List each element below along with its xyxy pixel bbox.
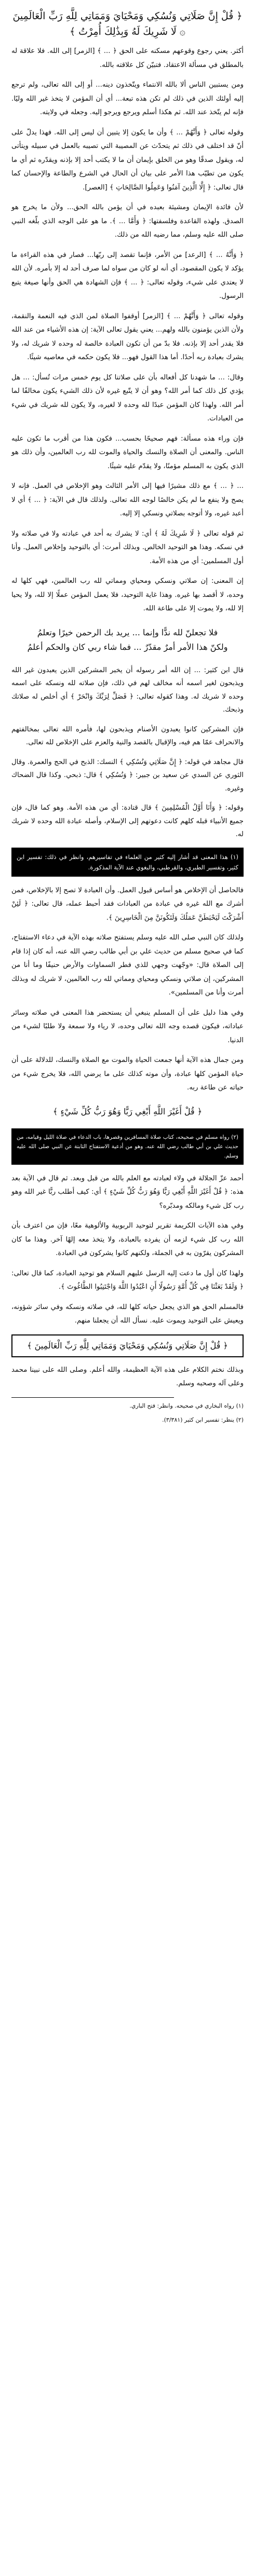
paragraph: قال مجاهد في قوله: ﴿ إِنَّ صَلَاتِي وَنُسُكِي ﴾ النسك: الذبح في الحج والعمرة. وقال الثوري عن السدي عن سعيد بن جبير: ﴿ وَنُسُكِي ﴾ قال: ذبحي. وكذا قال الضحاك وغيره. bbox=[11, 758, 244, 793]
paragraph: قال ابن كثير: ... إن الله أمر رسوله أن يخبر المشركين الذين يعبدون غير الله ويذبحون لغير اسمه أنه مخالف لهم في ذلك، فإن صلاته لله ونسكه على اسمه وحده لا شريك له. وهذا كقوله تعالى: ﴿ فَصَلِّ لِرَبِّكَ وَانْحَرْ ﴾ أي أخلص له صلاتك وذبحك. bbox=[11, 666, 244, 714]
paragraph: ومن جمال هذه الآية أنها جمعت الحياة والموت مع الصلاة والنسك، للدلالة على أن حياة المؤمن كلها عبادة، وأن موته كذلك على ما يرضي الله، فلا يخرج شيء من حياته عن طاعة ربه. bbox=[11, 1056, 244, 1092]
paragraph: وقوله تعالى ﴿ وَأَنَّهُمْ ... ﴾ وأن ما يكون إلا يتبين أن ليس إلى الله. فهذا يدلّ على أنّ قد اختلف في ذلك ثم يتحدّث عن المصيبة التي تصيبه بالعمل في سبيله ويتأتى له، ويقول صدقًا وهو من الخلق بإيمان أن ما لا يكتب أحد إلا بإذنه ويقدّره ثم أي ما يكون من تطيّب هذا الأمر على بيان أن الحال في الشرع والطاعة والإحسان كما قال تعالى: ﴿ إِلَّا الَّذِينَ آمَنُوا وَعَمِلُوا الصَّالِحَاتِ ﴾ [العصر]. bbox=[11, 128, 244, 192]
paragraph: وفي هذه الآيات الكريمة تقرير لتوحيد الربوبية والألوهية معًا، فإن من اعترف بأن الله رب كل شيء لزمه أن يفرده بالعبادة، ولا يتخذ معه إلهًا آخر. وهذا ما كان المشركون يقرّون به في الجملة، ولكنهم كانوا يشركون في العبادة. bbox=[11, 1222, 244, 1257]
footnote-divider bbox=[11, 1397, 174, 1398]
paragraph: ﴿ وَأَنَّهُ ... ﴾ [الرعد] من الأمر، فإنما تقصد إلى ربّها... فصار في هذه القراءة ما يؤكد لا يكون المقصود، أي أنه لو كان من سواه لما صرف أحد له إلا بأمره. لأن الله لا يعتدي على شيء، وقوله تعالى: ﴿ ... ﴾ فإن الشهادة هي الحق وأنها صيغة يتبع الرسول. bbox=[11, 251, 244, 300]
paragraph: فإن المشركين كانوا يعبدون الأصنام ويذبحون لها، فأمره الله تعالى بمخالفتهم والانحراف عمّا هم فيه، والإقبال بالقصد والنية والعزم على الإخلاص لله تعالى. bbox=[11, 725, 244, 746]
paragraph: وبذلك نختم الكلام على هذه الآية العظيمة، والله أعلم. وصلى الله على نبينا محمد وعلى آله وصحبه وسلم. bbox=[11, 1366, 244, 1387]
paragraph: ثم قوله تعالى ﴿ لَا شَرِيكَ لَهُ ﴾ أي: لا يشرك به أحد في عبادته ولا في صلاته ولا في نسكه. وهذا هو التوحيد الخالص. وبذلك أمرت: أي بالتوحيد وإخلاص العمل. وأنا أول المسلمين: أي من هذه الأمة. bbox=[11, 529, 244, 565]
paragraph: أكثر. يعني رجوع وقوعهم مسكنه على الحق ﴿ ... ﴾ [الزمر] إلى الله. فلا علاقة له بالمطلق في مسألة الاعتقاد. فتبيّن كل علاقته بالله. bbox=[11, 47, 244, 69]
paragraph: وقوله تعالى ﴿ وَأَنَّهُمْ ... ﴾ [الزمر] أوقفوا الصلاة لمن الذي فيه النعمة والنقمة، ولأن الذين يؤمنون بالله ولهم... يعني يقول تعالى الآية: إن هذه الأشياء من عند الله فلا يقدر أحد إلا بإذنه. فلا بدّ من أن تكون العبادة خالصة له وحده لا شريك له، ولا يشرك بعبادة ربه أحدًا. أما هذا القول فهو... فلا يكون حكمه في معاصيه شيئًا. bbox=[11, 312, 244, 361]
paragraph: وقال: ... ما شهدنا كل أفعاله بأن على صلاتنا كل يوم خمس مرات تُسأل: ... هل يؤدي كل ذلك كما أمر الله؟ وهو أن لا يتّبع غيره لأن ذلك الشيء يكون مخالفًا لما أمر الله. ولهذا كان المؤمن عبدًا لله وحده لا لغيره، ولا يكون لله شريك في شيء من العبادات. bbox=[11, 373, 244, 422]
verse-block: ﴿ قُلْ إِنَّ صَلَاتِي وَنُسُكِي وَمَحْيَايَ وَمَمَاتِي لِلَّهِ رَبِّ الْعَالَمِينَ ﴾ bbox=[11, 1334, 244, 1357]
paragraph: فإن وراء هذه مسألة: فهم صحيحًا بحسب... فكون هذا من أقرب ما تكون عليه الناس. والمعنى أن الصلاة والنسك والحياة والموت لله رب العالمين، وأن ذلك هو الذي يكون به المسلم مؤمنًا، ولا يقدّم عليه شيئًا. bbox=[11, 434, 244, 470]
poem-block bbox=[11, 622, 244, 658]
paragraph: ... ﴿ ... ﴾ مع ذلك مشيرًا فيها إلى الأمر الثالث وهو الإخلاص في العمل. فإنه لا يصح ولا ينفع ما لم يكن خالصًا لوجه الله تعالى. ولذلك قال في الآية: ﴿ ... ﴾ أي لا أعبد غيره، ولا أتوجه بصلاتي ونسكي إلا إليه. bbox=[11, 482, 244, 517]
paragraph: ولذلك كان النبي صلى الله عليه وسلم يستفتح صلاته بهذه الآية في دعاء الاستفتاح، كما في صحيح مسلم من حديث علي بن أبي طالب رضي الله عنه، أنه كان إذا قام إلى الصلاة قال: «وجّهت وجهي للذي فطر السماوات والأرض حنيفًا وما أنا من المشركين، إن صلاتي ونسكي ومحياي ومماتي لله رب العالمين، لا شريك له وبذلك أمرت وأنا من المسلمين». bbox=[11, 934, 244, 997]
paragraph: ولهذا كان أول ما دعت إليه الرسل عليهم السلام هو توحيد العبادة، كما قال تعالى: ﴿ وَلَقَدْ بَعَثْنَا فِي كُلِّ أُمَّةٍ رَسُولًا أَنِ اعْبُدُوا اللَّهَ وَاجْتَنِبُوا الطَّاغُوتَ ﴾. bbox=[11, 1269, 244, 1291]
note-box: (١) هذا المعنى قد أشار إليه كثير من العلماء في تفاسيرهم، وانظر في ذلك: تفسير ابن كثير، وتفسير الطبري، والقرطبي، والبغوي عند الآية المذكورة. bbox=[11, 848, 244, 877]
paragraph: وقوله: ﴿ وَأَنَا أَوَّلُ الْمُسْلِمِينَ ﴾ قال قتادة: أي من هذه الأمة. وهو كما قال، فإن جميع الأنبياء قبله كلهم كانت دعوتهم إلى الإسلام، وأصله عبادة الله وحده لا شريك له. bbox=[11, 804, 244, 838]
paragraph: فالمسلم الحق هو الذي يجعل حياته كلها لله، في صلاته ونسكه وفي سائر شؤونه، ويعيش على التوحيد ويموت عليه. نسأل الله أن يجعلنا منهم. bbox=[11, 1303, 244, 1325]
header-verse: ﴿ قُلْ إِنَّ صَلَاتِي وَنُسُكِي وَمَحْيَايَ وَمَمَاتِي لِلَّهِ رَبِّ الْعَالَمِينَ ۞ لَا شَرِيكَ لَهُ وَبِذَٰلِكَ أُمِرْتُ ﴾ bbox=[12, 10, 243, 37]
paragraph: لأن فائدة الإيمان ومشيئة بعبده في أن يؤمن بالله الحق... ولأن ما يخرج هو الصدق. ولهذه القاعدة وفلسفتها: ﴿ وَأَمَّا ... ﴾. ما هو على الوجه الذي بلّغه النبي صلى الله عليه وسلم، مما رضيه الله من ذلك. bbox=[11, 203, 244, 239]
paragraph: فالحاصل أن الإخلاص هو أساس قبول العمل. وأن العبادة لا تصح إلا بالإخلاص، فمن أشرك مع الله غيره في عبادة من العبادات فقد أحبط عمله، قال تعالى: ﴿ لَئِنْ أَشْرَكْتَ لَيَحْبَطَنَّ عَمَلُكَ وَلَتَكُونَنَّ مِنَ الْخَاسِرِينَ ﴾. bbox=[11, 886, 244, 922]
paragraph: ومن يستبين الناس ألا بالله الانتماء ويتّخذون دينه... أو إلى الله تعالى، ولم ترجع إليه أولئك الذين في ذلك لم تكن هذه تبعة... أي أن المؤمن لا يتخذ غير الله وليًا. فإنه لم يتّخذ عند الله. ثم هكذا أسلم ويرجع ويرجو إليه. وجعله في ولايته. bbox=[11, 81, 244, 116]
paragraph: أحمد عزّ الجلالة في ولاء لعبادته مع العلم بالله من قبل وبعد. ثم قال في الآية بعد هذه: ﴿ قُلْ أَغَيْرَ اللَّهِ أَبْغِي رَبًّا وَهُوَ رَبُّ كُلِّ شَيْءٍ ﴾ أي: كيف أطلب ربًّا غير الله وهو رب كل شيء ومالكه ومدبّره؟ bbox=[11, 1174, 244, 1210]
paragraph: إن المعنى: إن صلاتي ونسكي ومحياي ومماتي لله رب العالمين، فهي كلها له وحده، لا أقصد بها غيره. وهذا غاية التوحيد، فلا يعمل المؤمن عملًا إلا لله، ولا يحيا إلا لله، ولا يموت إلا على طاعة الله. bbox=[11, 577, 244, 612]
verse-block: ﴿ قُلْ أَغَيْرَ اللَّهِ أَبْغِي رَبًّا وَهُوَ رَبُّ كُلِّ شَيْءٍ ﴾ bbox=[52, 1106, 203, 1116]
poem-line: ولكنّ هذا الأمر أمرٌ مقدّرٌ ... فما شاء ربي كان والحكم أعلمُ bbox=[27, 642, 228, 652]
note-box: (٢) رواه مسلم في صحيحه، كتاب صلاة المسافرين وقصرها، باب الدعاء في صلاة الليل وقيامه، من حديث علي بن أبي طالب رضي الله عنه. وهو من أدعية الاستفتاح الثابتة عن النبي صلى الله عليه وسلم. bbox=[11, 1128, 244, 1165]
footnote: (١) رواه البخاري في صحيحه. وانظر: فتح الباري. bbox=[129, 1402, 244, 1409]
paragraph: وفي هذا دليل على أن المسلم ينبغي أن يستحضر هذا المعنى في صلاته وسائر عباداته، فيكون قصده وجه الله تعالى وحده، لا رياء ولا سمعة ولا طلبًا لشيء من الدنيا. bbox=[11, 1008, 244, 1044]
footnote: (٢) ينظر: تفسير ابن كثير (٣/٣٨١). bbox=[162, 1416, 244, 1423]
poem-line: فلا تجعلنّ لله ندًّا وإنما ... يريد بك الرحمن خيرًا وتعلمُ bbox=[37, 627, 218, 637]
